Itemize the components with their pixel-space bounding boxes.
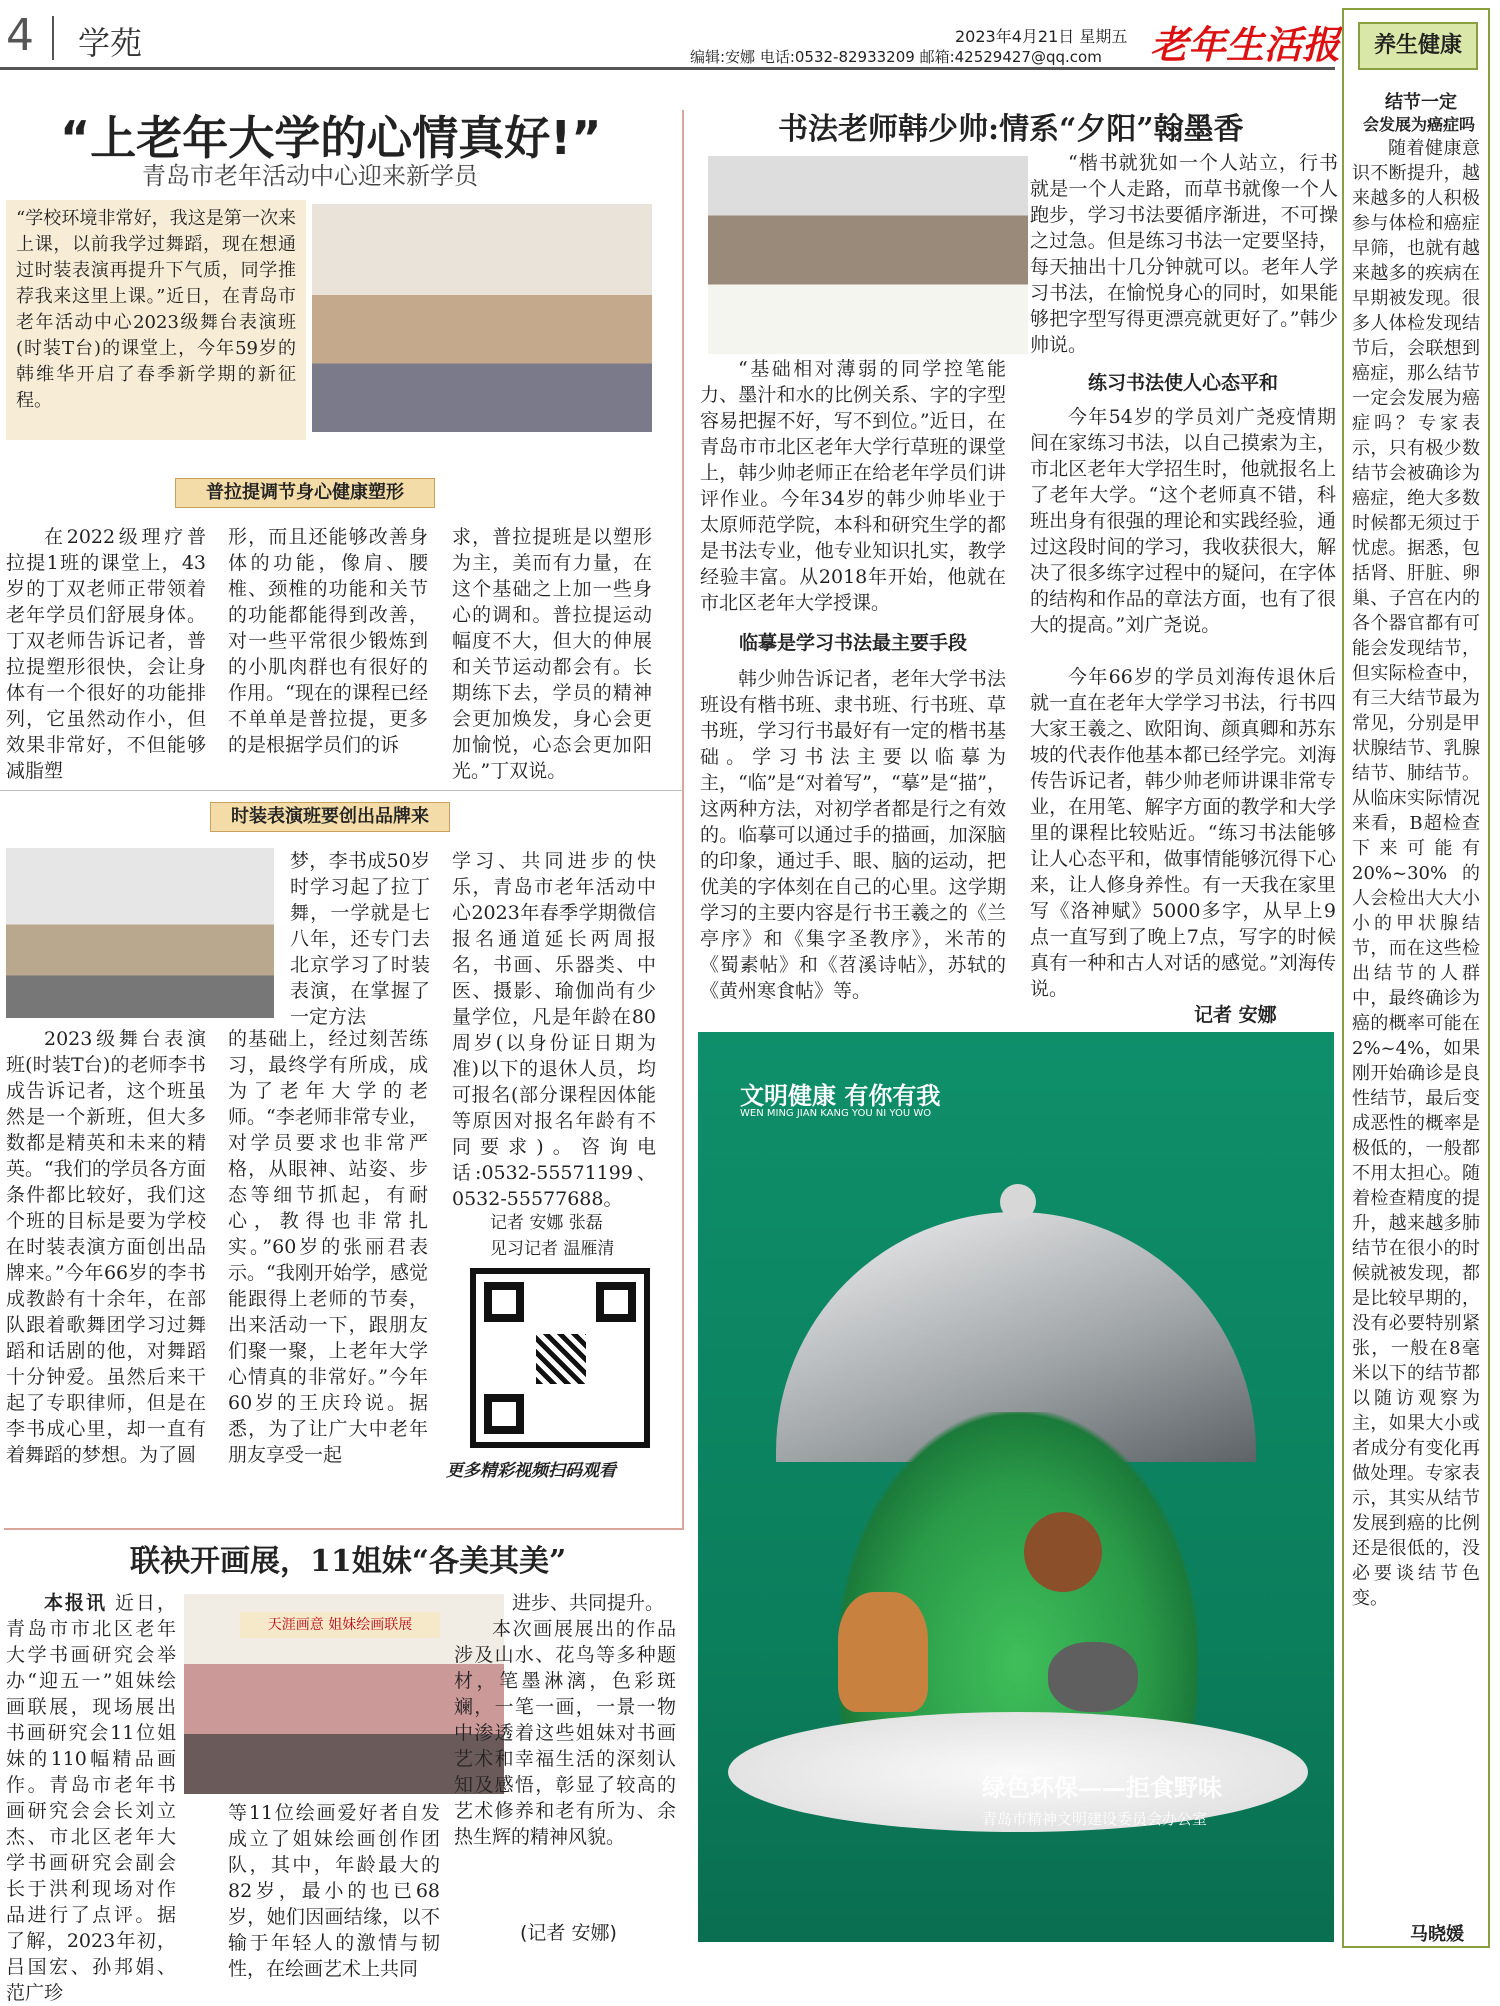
article2-para1: “基础相对薄弱的同学控笔能力、墨汁和水的比例关系、字的字型容易把握不好，写不到位。”近日，在青岛市市北区老年大学行草班的课堂上，韩少帅老师正在给老年学员们讲评作业。今年34岁的韩少帅毕业于太原师范学院，本科和研究生学的都是书法专业，他专业知识扎实，教学经验丰富。从2018年开始，他就在市北区老年大学授课。 [700,358,1006,614]
sidebar-author: 马晓媛 [1410,1924,1464,1945]
divider [0,790,684,791]
page-header [0,0,1335,70]
article2-subhead-1: 临摹是学习书法最主要手段 [738,632,967,654]
public-service-poster [698,1032,1334,1942]
article2-reporter: 记者 安娜 [1194,1004,1277,1026]
sidebar-title-1: 结节一定 [1385,92,1457,113]
section-name: 学苑 [78,24,143,62]
fashion-class-photo [6,848,274,1018]
article3-col2: 等11位绘画爱好者自发成立了姐妹绘画创作团队，其中，年龄最大的82岁，最小的也已68岁，她们因画结缘，以不输于年轻人的激情与韧性，在绘画艺术上共同 [228,1802,440,1980]
article2-para2: 韩少帅告诉记者，老年大学书法班设有楷书班、隶书班、行书班、草书班，学习行书最好有一定的楷书基础。学习书法主要以临摹为主，“临”是“对着写”，“摹”是“描”，这两种方法，对初学者都是行之有效的。临摹可以通过手的描画，加深脑的印象，通过手、眼、脑的运动，把优美的字体刻在自己的心里。这学期学习的主要内容是行书王羲之的《兰亭序》和《集字圣教序》，米芾的《蜀素帖》和《苕溪诗帖》，苏轼的《黄州寒食帖》等。 [700,668,1006,1002]
side-section-title: 养生健康 [1358,22,1478,70]
article3-col1-text: 近日，青岛市市北区老年大学书画研究会举办“迎五一”姐妹绘画联展，现场展出书画研究会11位姐妹的110幅精品画作。青岛市老年书画研究会会长刘立杰、市北区老年大学书画研究会副会长于洪利现场对作品进行了点评。据了解，2023年初，吕国宏、孙邦娟、范广珍 [6,1592,176,2004]
exhibit-banner: 天涯画意 姐妹绘画联展 [240,1612,440,1638]
article3-col1 [6,1590,176,2006]
sidebar-body: 随着健康意识不断提升，越来越多的人积极参与体检和癌症早筛，也就有越来越多的疾病在早期被发现。很多人体检发现结节后，会联想到癌症，那么结节一定会发展为癌症吗？专家表示，只有极少数结节会被确诊为癌症，绝大多数时候都无须过于忧虑。据悉，包括肾、肝脏、卵巢、子宫在内的各个器官都有可能会发现结节，但实际检查中，有三大结节最为常见，分别是甲状腺结节、乳腺结节、肺结节。从临床实际情况来看，B超检查下来可能有20%~30%的人会检出大大小小的甲状腺结节，而在这些检出结节的人群中，最终确诊为癌的概率可能在2%~4%，如果刚开始确诊是良性结节，最后变成恶性的概率是极低的，一般都不用太担心。随着检查精度的提升，越来越多肺结节在很小的时候就被发现，都是比较早期的，没有必要特别紧张，一般在8毫米以下的结节都以随访观察为主，如果大小或者成分有变化再做处理。专家表示，其实从结节发展到癌的比例还是很低的，没必要谈结节色变。 [1352,138,1480,1609]
article3-col3a: 进步、共同提升。 [512,1592,665,1614]
pilates-col2: 形，而且还能够改善身体的功能，像肩、腰椎、颈椎的功能和关节的功能都能得到改善，对一些平常很少锻炼到的小肌肉群也有很好的作用。“现在的课程已经不单单是普拉提，更多的是根据学员们的诉 [228,526,428,756]
fashion-top-text: 梦，李书成50岁时学习起了拉丁舞，一学就是七八年，还专门去北京学习了时装表演，在掌握了一定方法 [290,850,430,1028]
article1-subtitle: 青岛市老年活动中心迎来新学员 [142,162,478,190]
article1-title: “上老年大学的心情真好!” [60,111,602,165]
pilates-col3: 求，普拉提班是以塑形为主，美而有力量，在这个基础之上加一些身心的调和。普拉提运动幅度不大，但大的伸展和关节运动都会有。长期练下去，学员的精神会更加焕发，身心会更加愉悦，心态会更加阳光。”丁双说。 [452,526,652,782]
article2-quote-top: “楷书就犹如一个人站立，行书就是一个人走路，而草书就像一个人跑步，学习书法要循序渐进，不可操之过急。但是练习书法一定要坚持，每天抽出十几分钟就可以。老年人学习书法，在愉悦身心的同时，如果能够把字型写得更漂亮就更好了。”韩少帅说。 [1030,152,1338,356]
reporter-line-1: 记者 安娜 张磊 [490,1213,603,1233]
fashion-col1: 2023级舞台表演班(时装T台)的老师李书成告诉记者，这个班虽然是一个新班，但大多数都是精英和未来的精英。“我们的学员各方面条件都比较好，我们这个班的目标是要为学校在时装表演方面创出品牌来。”今年66岁的李书成教龄有十余年，在部队跟着歌舞团学习过舞蹈和话剧的他，对舞蹈十分钟爱。虽然后来干起了专职律师，但是在李书成心里，却一直有着舞蹈的梦想。为了圆 [6,1028,206,1466]
article2-para4: 今年66岁的学员刘海传退休后就一直在老年大学学习书法，行书四大家王羲之、欧阳询、颜真卿和苏东坡的代表作他基本都已经学完。刘海传告诉记者，韩少帅老师讲课非常专业，在用笔、解字方面的教学和大学里的课程比较贴近。“练习书法能够让人心态平和，做事情能够沉得下心来，让人修身养性。有一天我在家里写《洛神赋》5000多字，从早上9点一直写到了晚上7点，写字的时候真有一种和古人对话的感觉。”刘海传说。 [1030,666,1336,1000]
article2-subhead-2: 练习书法使人心态平和 [1087,372,1278,394]
pilates-col1: 在2022级理疗普拉提1班的课堂上，43岁的丁双老师正带领着老年学员们舒展身体。丁双老师告诉记者，普拉提塑形很快，会让身体有一个很好的功能排列，它虽然动作小，但效果非常好，不但能够减脂塑 [6,526,206,782]
poster-sub-caption: 青岛市精神文明建设委员会办公室 [982,1810,1208,1828]
article3-reporter: (记者 安娜) [520,1922,617,1944]
dish-cover-knob [1000,1184,1036,1220]
qr-code[interactable] [470,1268,650,1448]
section-label-pilates: 普拉提调节身心健康塑形 [175,478,435,508]
calligraphy-photo [708,156,1028,354]
section-label-fashion: 时装表演班要创出品牌来 [210,802,450,832]
sidebar-title-2: 会发展为癌症吗 [1362,115,1475,134]
dance-class-photo [312,204,652,432]
header-separator [52,16,54,60]
fashion-col2: 的基础上，经过刻苦练习，最终学有所成，成为了老年大学的老师。“李老师非常专业，对学员要求也非常严格，从眼神、站姿、步态等细节抓起，有耐心，教得也非常扎实。”60岁的张丽君表示。“我刚开始学，感觉能跟得上老师的节奏，出来活动一下，跟朋友们聚一聚，上老年大学心情真的非常好。”今年60岁的王庆玲说。据悉，为了让广大中老年朋友享受一起 [228,1028,428,1466]
issue-date: 2023年4月21日 星期五 [955,27,1128,46]
poster-pinyin: WEN MING JIAN KANG YOU NI YOU WO [740,1108,932,1119]
page-number: 4 [6,10,34,61]
article3-title: 联袂开画展，11姐妹“各美其美” [130,1544,567,1579]
fashion-col3: 学习、共同进步的快乐，青岛市老年活动中心2023年春季学期微信报名通道延长两周报名，书画、乐器类、中医、摄影、瑜伽尚有少量学位，凡是年龄在80周岁(以身份证日期为准)以下的退休人员，均可报名(部分课程因体能等原因对报名年龄有不同要求)。咨询电话:0532-55571199、0532-55577688。 [452,850,656,1210]
article2-para3: 今年54岁的学员刘广尧疫情期间在家练习书法，以自己摸索为主，市北区老年大学招生时，他就报名上了老年大学。“这个老师真不错，科班出身有很强的理论和实践经验，通过这段时间的学习，我收获很大，解决了很多练字过程中的疑问，在字体的结构和作品的章法方面，也有了很大的提高。”刘广尧说。 [1030,406,1336,636]
boar-icon [1048,1642,1138,1712]
masthead-logo: 老年生活报 [1150,22,1341,67]
article2-title: 书法老师韩少帅:情系“夕阳”翰墨香 [778,112,1244,147]
reporter-line-2: 见习记者 温雁清 [490,1239,615,1259]
deer-icon [838,1592,928,1712]
article3-lead-label: 本报讯 [44,1592,107,1614]
editor-line: 编辑:安娜 电话:0532-82933209 邮箱:42529427@qq.com [690,48,1102,66]
poster-main-caption: 绿色环保——拒食野味 [982,1774,1222,1802]
poster-slogan: 文明健康 有你有我 [740,1082,941,1110]
article1-intro: “学校环境非常好，我这是第一次来上课，以前我学过舞蹈，现在想通过时装表演再提升下气质，同学推荐我来这里上课。”近日，在青岛市老年活动中心2023级舞台表演班(时装T台)的课堂上，今年59岁的韩维华开启了春季新学期的新征程。 [6,200,306,440]
qr-caption: 更多精彩视频扫码观看 [446,1461,616,1481]
bear-icon [1024,1512,1102,1592]
article3-col3b: 本次画展展出的作品涉及山水、花鸟等多种题材，笔墨淋漓，色彩斑斓，一笔一画，一景一物中渗透着这些姐妹对书画艺术和幸福生活的深刻认知及感悟，彰显了较高的艺术修养和老有所为、余热生辉的精神风貌。 [454,1618,676,1848]
